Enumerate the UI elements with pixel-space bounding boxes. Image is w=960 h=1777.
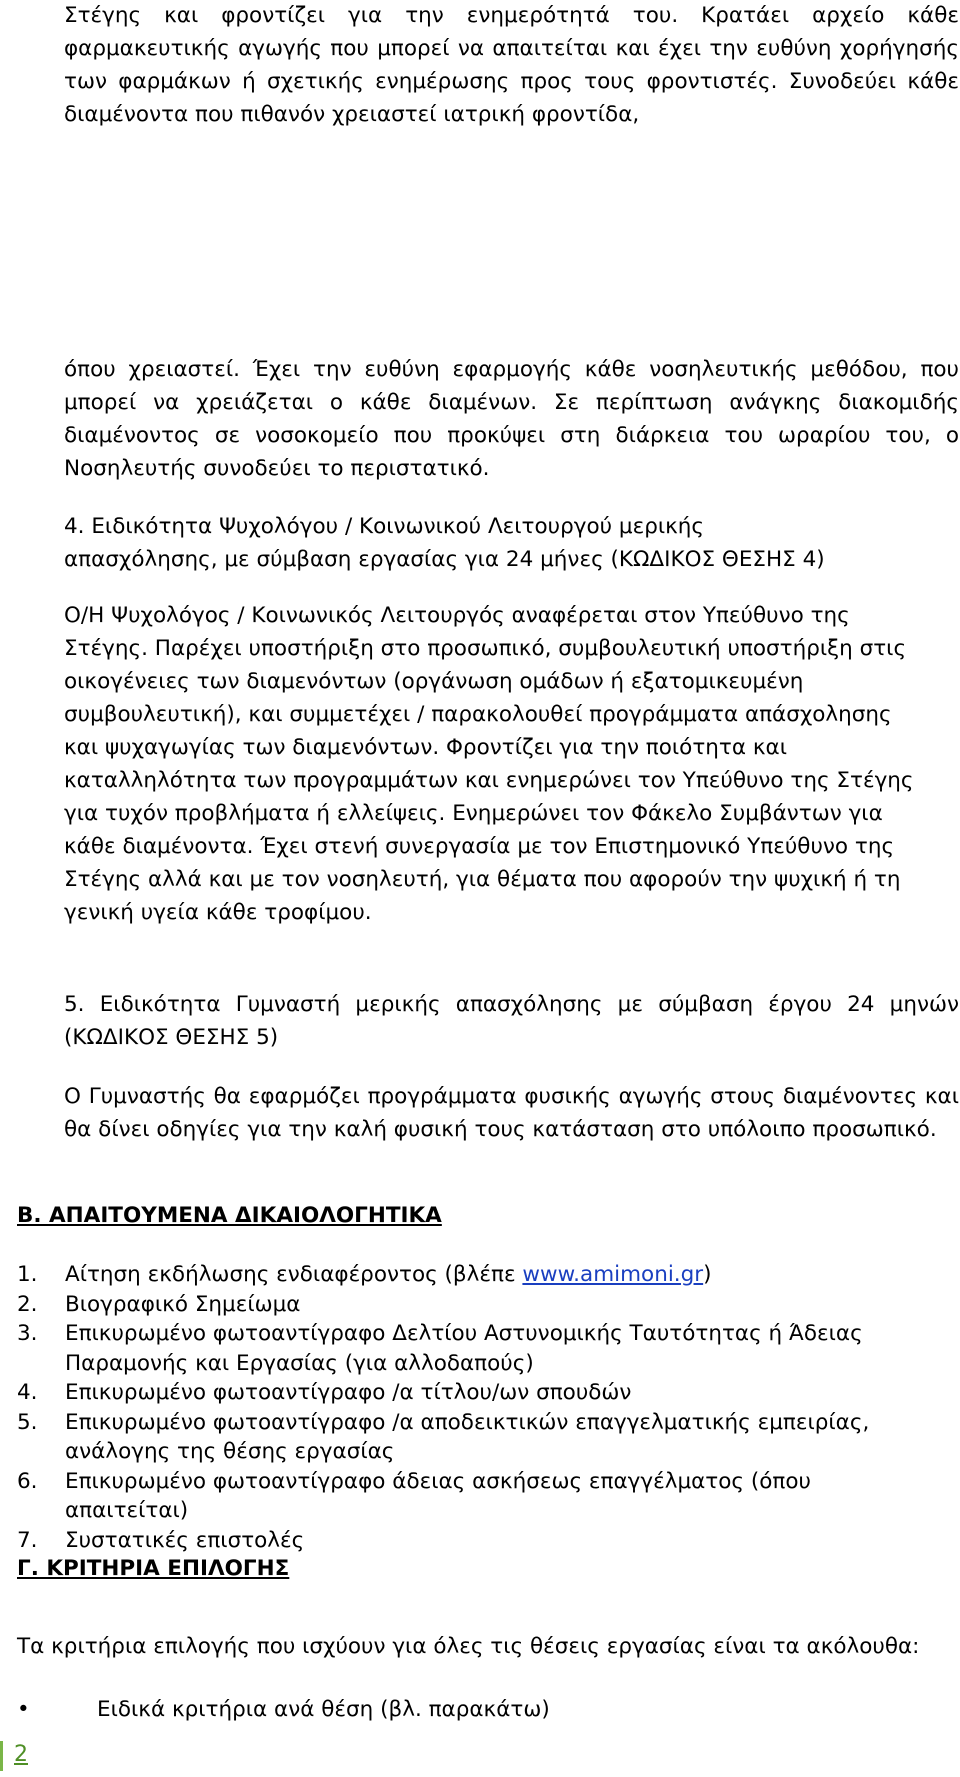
list-item-number: 1. xyxy=(17,1262,38,1287)
list-item xyxy=(17,1467,917,1526)
position-5-heading-text: 5. Ειδικότητα Γυμναστή μερικής απασχόλησης με σύμβαση έργου 24 μηνών (ΚΩΔΙΚΟΣ ΘΕΣΗΣ 5) xyxy=(64,992,959,1050)
bullet-icon: • xyxy=(17,1697,30,1722)
list-item-text: Επικυρωμένο φωτοαντίγραφο /α αποδεικτικών επαγγελματικής εμπειρίας, ανάλογης της θέσης εργασίας xyxy=(65,1409,870,1464)
list-item-text: Αίτηση εκδήλωσης ενδιαφέροντος (βλέπε xyxy=(65,1262,523,1287)
nurse-duties-paragraph xyxy=(64,0,959,131)
amimoni-link[interactable]: www.amimoni.gr xyxy=(522,1262,704,1287)
nurse-continued-paragraph xyxy=(64,353,959,485)
position-5-description-text: Ο Γυμναστής θα εφαρμόζει προγράμματα φυσικής αγωγής στους διαμένοντες και θα δίνει οδηγίες για την καλή φυσική τους κατάσταση στο υπόλοιπο προσωπικό. xyxy=(64,1084,959,1142)
position-5-heading xyxy=(64,988,959,1054)
list-item-number: 5. xyxy=(17,1409,38,1435)
list-item-text: Συστατικές επιστολές xyxy=(65,1527,305,1553)
list-item-number: 6. xyxy=(17,1468,38,1494)
list-item-number: 7. xyxy=(17,1527,38,1553)
list-item xyxy=(17,1319,917,1378)
criteria-intro xyxy=(17,1632,952,1662)
position-5-description xyxy=(64,1080,959,1146)
position-4-description-text: Ο/Η Ψυχολόγος / Κοινωνικός Λειτουργός αναφέρεται στον Υπεύθυνο της Στέγης. Παρέχει υποστήριξη στο προσωπικό, συμβουλευτική υποστήριξη στις οικογένειες των διαμενόντων (οργάνωση ομάδων ή εξατομικευμένη συμβουλευτική), και συμμετέχει / παρακολουθεί προγράμματα απάσχολησης και ψυχαγωγίας των διαμενόντων. Φροντίζει για την ποιότητα και καταλληλότητα των προγραμμάτων και ενημερώνει τον Υπεύθυνο της Στέγης για τυχόν προβλήματα ή ελλείψεις. Ενημερώνει τον Φάκελο Συμβάντων για κάθε διαμένοντα. Έχει στενή συνεργασία με τον Επιστημονικό Υπεύθυνο της Στέγης αλλά και με τον νοσηλευτή, για θέματα που αφορούν την ψυχική ή τη γενική υγεία κάθε τροφίμου. xyxy=(64,603,914,925)
list-item-number: 4. xyxy=(17,1380,38,1405)
nurse-duties-text: Στέγης και φροντίζει για την ενημερότητά του. Κρατάει αρχείο κάθε φαρμακευτικής αγωγής που μπορεί να απαιτείται και έχει την ευθύνη χορήγησής των φαρμάκων ή σχετικής ενημέρωσης προς τους φροντιστές. Συνοδεύει κάθε διαμένοντα που πιθανόν χρειαστεί ιατρική φροντίδα, xyxy=(64,3,959,127)
page-number: 2 xyxy=(14,1742,28,1767)
list-item-text: Βιογραφικό Σημείωμα xyxy=(65,1291,301,1317)
position-4-heading xyxy=(64,510,959,576)
nurse-continued-text: όπου χρειαστεί. Έχει την ευθύνη εφαρμογής κάθε νοσηλευτικής μεθόδου, που μπορεί να χρειάζεται ο κάθε διαμένων. Σε περίπτωση ανάγκης διακομιδής διαμένοντος σε νοσοκομείο που προκύψει στη διάρκεια του ωραρίου του, ο Νοσηλευτής συνοδεύει το περιστατικό. xyxy=(64,357,959,481)
list-item xyxy=(17,1526,917,1556)
list-item xyxy=(17,1408,917,1467)
list-item-text: Επικυρωμένο φωτοαντίγραφο Δελτίου Αστυνομικής Ταυτότητας ή Άδειας Παραμονής και Εργασίας (για αλλοδαπούς) xyxy=(65,1321,863,1376)
section-b-title: Β. ΑΠΑΙΤΟΥΜΕΝΑ ΔΙΚΑΙΟΛΟΓΗΤΙΚΑ xyxy=(17,1203,442,1228)
criteria-intro-text: Τα κριτήρια επιλογής που ισχύουν για όλες τις θέσεις εργασίας είναι τα ακόλουθα: xyxy=(17,1634,920,1659)
list-item-text-after: ) xyxy=(703,1262,712,1287)
list-item xyxy=(17,1290,917,1320)
list-item xyxy=(17,1378,917,1408)
position-4-heading-line1: 4. Ειδικότητα Ψυχολόγου / Κοινωνικού Λειτουργού μερικής xyxy=(64,514,705,539)
list-item-text: Επικυρωμένο φωτοαντίγραφο /α τίτλου/ων σπουδών xyxy=(65,1380,632,1405)
requirements-list xyxy=(17,1260,917,1555)
position-4-heading-line2: απασχόλησης, με σύμβαση εργασίας για 24 μήνες (ΚΩΔΙΚΟΣ ΘΕΣΗΣ 4) xyxy=(64,547,825,572)
list-item xyxy=(17,1260,917,1290)
list-item-number: 2. xyxy=(17,1291,38,1317)
position-4-description xyxy=(64,599,929,929)
page-number-bar xyxy=(0,1741,3,1771)
criteria-bullet xyxy=(17,1695,917,1725)
section-c-title: Γ. ΚΡΙΤΗΡΙΑ ΕΠΙΛΟΓΗΣ xyxy=(17,1556,290,1581)
list-item-text: Επικυρωμένο φωτοαντίγραφο άδειας ασκήσεως επαγγέλματος (όπου απαιτείται) xyxy=(65,1468,811,1523)
list-item-number: 3. xyxy=(17,1321,38,1346)
criteria-bullet-text: Ειδικά κριτήρια ανά θέση (βλ. παρακάτω) xyxy=(97,1697,550,1722)
